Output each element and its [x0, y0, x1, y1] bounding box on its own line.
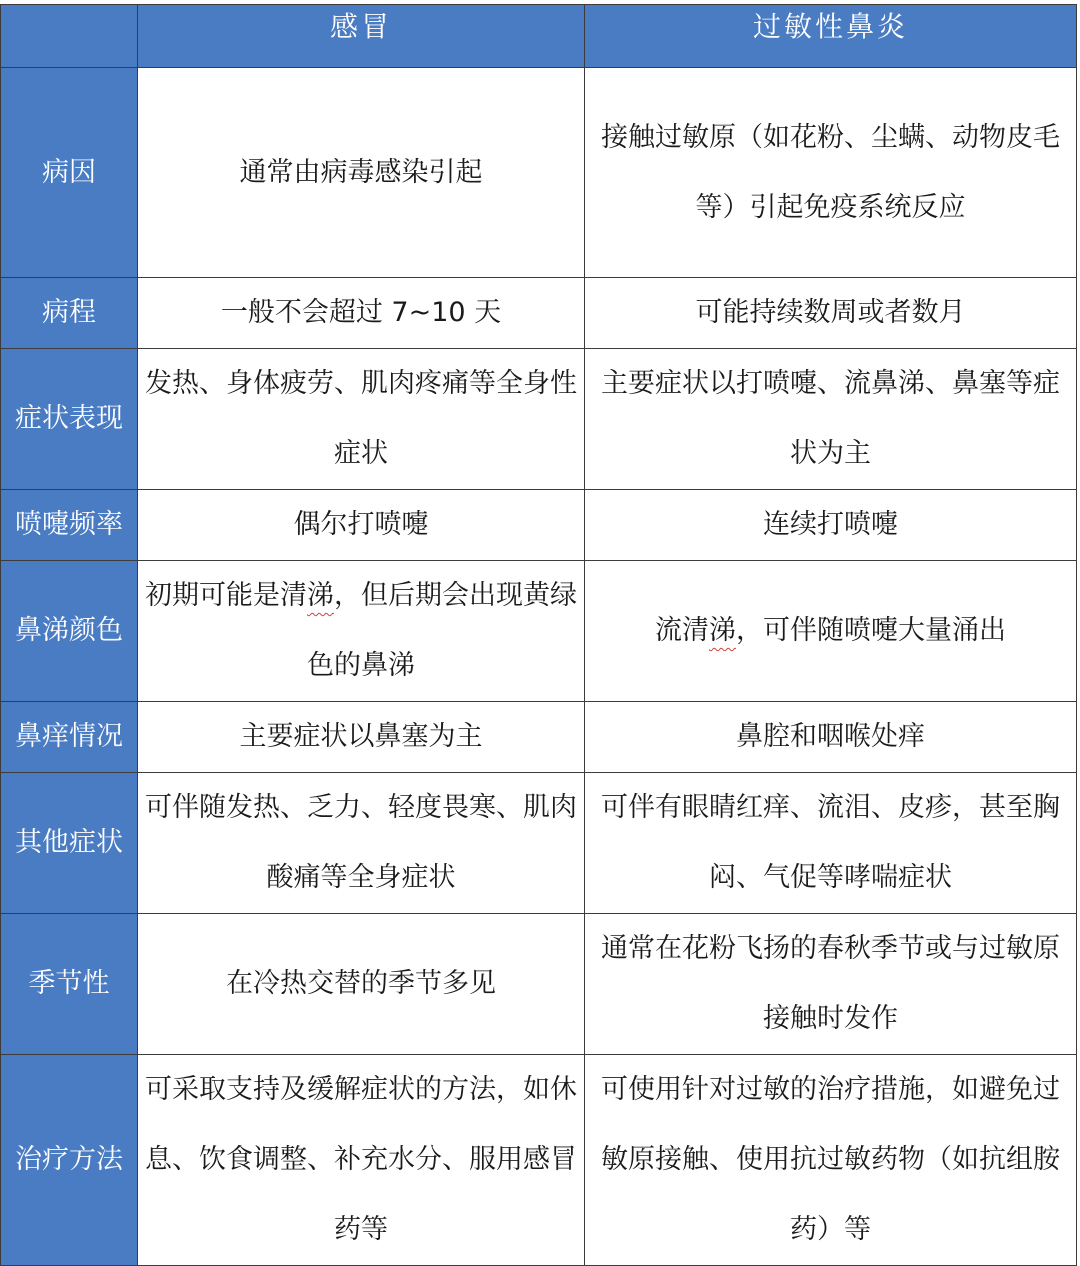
cell-cold-itch: 主要症状以鼻塞为主: [138, 702, 585, 773]
row-label-nasal-itch: 鼻痒情况: [1, 702, 138, 773]
header-allergic-rhinitis: 过敏性鼻炎: [585, 5, 1077, 68]
header-row: [1, 5, 1077, 68]
table-row: [1, 1055, 1077, 1266]
comparison-table: [0, 4, 1077, 1266]
cell-allergy-duration: 可能持续数周或者数月: [585, 278, 1077, 349]
cell-cold-mucus: [138, 561, 585, 702]
cell-cold-treatment: 可采取支持及缓解症状的方法，如休息、饮食调整、补充水分、服用感冒药等: [138, 1055, 585, 1266]
table-row: [1, 349, 1077, 490]
cell-allergy-mucus: [585, 561, 1077, 702]
cell-allergy-sneeze: 连续打喷嚏: [585, 490, 1077, 561]
header-cold: 感冒: [138, 5, 585, 68]
spellcheck-underlined-word: 涕: [709, 615, 736, 646]
cell-allergy-itch: 鼻腔和咽喉处痒: [585, 702, 1077, 773]
spellcheck-underlined-word: 涕: [307, 580, 334, 611]
row-label-other-symptoms: 其他症状: [1, 773, 138, 914]
row-label-symptoms: 症状表现: [1, 349, 138, 490]
allergy-mucus-text-post: ，可伴随喷嚏大量涌出: [736, 615, 1006, 646]
cell-allergy-treatment: 可使用针对过敏的治疗措施，如避免过敏原接触、使用抗过敏药物（如抗组胺药）等: [585, 1055, 1077, 1266]
cell-allergy-cause: 接触过敏原（如花粉、尘螨、动物皮毛等）引起免疫系统反应: [585, 68, 1077, 278]
table-row: [1, 561, 1077, 702]
row-label-sneeze-frequency: 喷嚏频率: [1, 490, 138, 561]
table-row: [1, 68, 1077, 278]
table-row: [1, 773, 1077, 914]
cell-cold-cause: 通常由病毒感染引起: [138, 68, 585, 278]
cell-cold-duration: 一般不会超过 7~10 天: [138, 278, 585, 349]
cell-cold-sneeze: 偶尔打喷嚏: [138, 490, 585, 561]
cold-mucus-text-pre: 初期可能是清: [145, 580, 307, 611]
header-corner-cell: [1, 5, 138, 68]
cell-allergy-other: 可伴有眼睛红痒、流泪、皮疹，甚至胸闷、气促等哮喘症状: [585, 773, 1077, 914]
table-row: [1, 914, 1077, 1055]
allergy-mucus-text-pre: 流清: [655, 615, 709, 646]
table-row: [1, 490, 1077, 561]
row-label-cause: 病因: [1, 68, 138, 278]
cell-allergy-season: 通常在花粉飞扬的春秋季节或与过敏原接触时发作: [585, 914, 1077, 1055]
row-label-seasonality: 季节性: [1, 914, 138, 1055]
cell-allergy-symptoms: 主要症状以打喷嚏、流鼻涕、鼻塞等症状为主: [585, 349, 1077, 490]
cell-cold-other: 可伴随发热、乏力、轻度畏寒、肌肉酸痛等全身症状: [138, 773, 585, 914]
table-row: [1, 702, 1077, 773]
row-label-treatment: 治疗方法: [1, 1055, 138, 1266]
row-label-mucus-color: 鼻涕颜色: [1, 561, 138, 702]
cell-cold-symptoms: 发热、身体疲劳、肌肉疼痛等全身性症状: [138, 349, 585, 490]
table-row: [1, 278, 1077, 349]
cold-mucus-text-post: ，但后期会出现黄绿色的鼻涕: [307, 580, 577, 681]
cell-cold-season: 在冷热交替的季节多见: [138, 914, 585, 1055]
row-label-duration: 病程: [1, 278, 138, 349]
